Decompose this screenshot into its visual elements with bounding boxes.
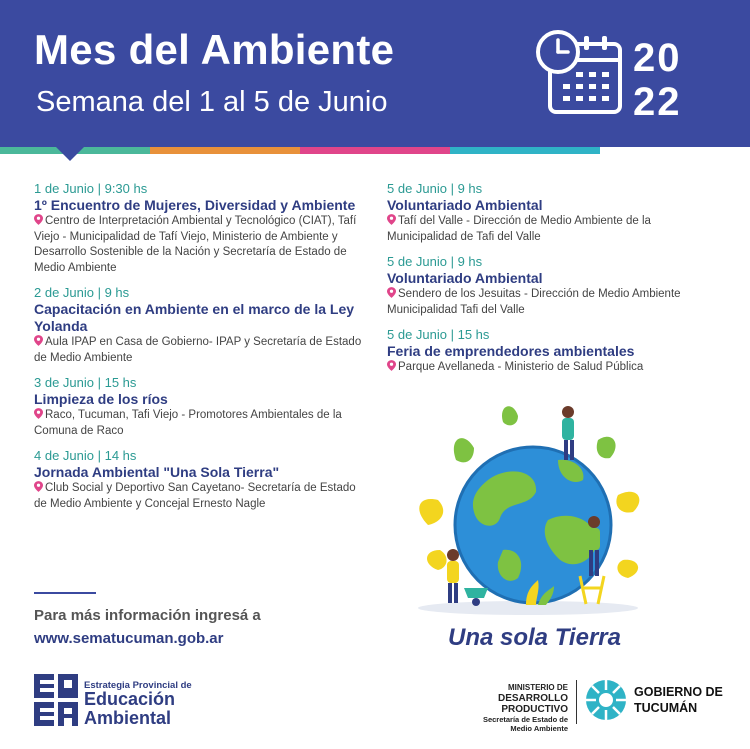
event-title: Voluntariado Ambiental [387,197,543,213]
event-date: 5 de Junio | 15 hs [387,327,490,342]
stripe-pink [300,147,450,154]
page-subtitle: Semana del 1 al 5 de Junio [36,86,388,118]
event-title: 1º Encuentro de Mujeres, Diversidad y Ambiente [34,197,356,213]
event-date: 4 de Junio | 14 hs [34,448,137,463]
header-banner [0,0,750,147]
location-pin-icon [34,335,43,346]
event-item [387,180,707,245]
event-place: Raco, Tucuman, Tafi Viejo - Promotores Ambientales de la Comuna de Raco [34,409,342,437]
event-place: Aula IPAP en Casa de Gobierno- IPAP y Secretaría de Estado de Medio Ambiente [34,336,362,364]
event-item [34,447,364,512]
location-pin-icon [387,214,396,225]
year-label: 20 22 [633,36,682,124]
location-pin-icon [34,214,43,225]
event-place: Tafí del Valle - Dirección de Medio Ambiente de la Municipalidad de Tafi del Valle [387,215,651,243]
event-title: Feria de emprendedores ambientales [387,343,635,359]
website-link[interactable]: www.sematucuman.gob.ar [34,630,224,647]
event-date: 3 de Junio | 15 hs [34,375,137,390]
event-item [387,253,707,318]
event-item [34,374,364,439]
event-item [387,326,707,376]
event-date: 5 de Junio | 9 hs [387,254,483,269]
event-place: Sendero de los Jesuitas - Dirección de Medio Ambiente Municipalidad Tafi del Valle [387,288,681,316]
slogan-text: Una sola Tierra [448,624,621,651]
event-item [34,284,364,366]
epea-logo [34,674,78,726]
government-label: GOBIERNO DE TUCUMÁN [634,685,723,715]
footer-separator [576,680,577,724]
location-pin-icon [34,481,43,492]
epea-title: Educación Ambiental [84,689,176,728]
calendar-clock-icon [536,30,624,118]
info-text: Para más información ingresá a [34,607,261,624]
event-item [34,180,364,276]
event-date: 5 de Junio | 9 hs [387,181,483,196]
event-date: 1 de Junio | 9:30 hs [34,181,148,196]
divider-line [34,592,96,594]
stripe-cyan [450,147,600,154]
events-right-column [387,180,707,384]
location-pin-icon [34,408,43,419]
ministry-label: MINISTERIO DE DESARROLLO PRODUCTIVO Secretaría de Estado de Medio Ambiente [482,683,568,733]
event-title: Jornada Ambiental "Una Sola Tierra" [34,464,280,480]
stripe-orange [150,147,300,154]
location-pin-icon [387,287,396,298]
gobierno-tucuman-logo [584,678,628,722]
header-pointer [56,147,84,161]
event-title: Voluntariado Ambiental [387,270,543,286]
page-title: Mes del Ambiente [34,26,395,73]
events-left-column [34,180,364,520]
event-place: Parque Avellaneda - Ministerio de Salud Pública [387,360,707,376]
event-place: Centro de Interpretación Ambiental y Tecnológico (CIAT), Tafí Viejo - Municipalidad de Tafí Viejo, Ministerio de Ambiente y Desarrollo Sostenible de la Nación y Secretaría de Estado de Medio Ambiente [34,215,357,274]
event-title: Capacitación en Ambiente en el marco de la Ley Yolanda [34,301,355,334]
event-date: 2 de Junio | 9 hs [34,285,130,300]
event-place: Club Social y Deportivo San Cayetano- Secretaría de Estado de Medio Ambiente y Concejal Ernesto Nagle [34,482,356,510]
event-title: Limpieza de los ríos [34,391,168,407]
location-pin-icon [387,360,396,371]
epea-subtitle: Estrategia Provincial de [84,680,192,691]
earth-illustration [408,400,648,620]
